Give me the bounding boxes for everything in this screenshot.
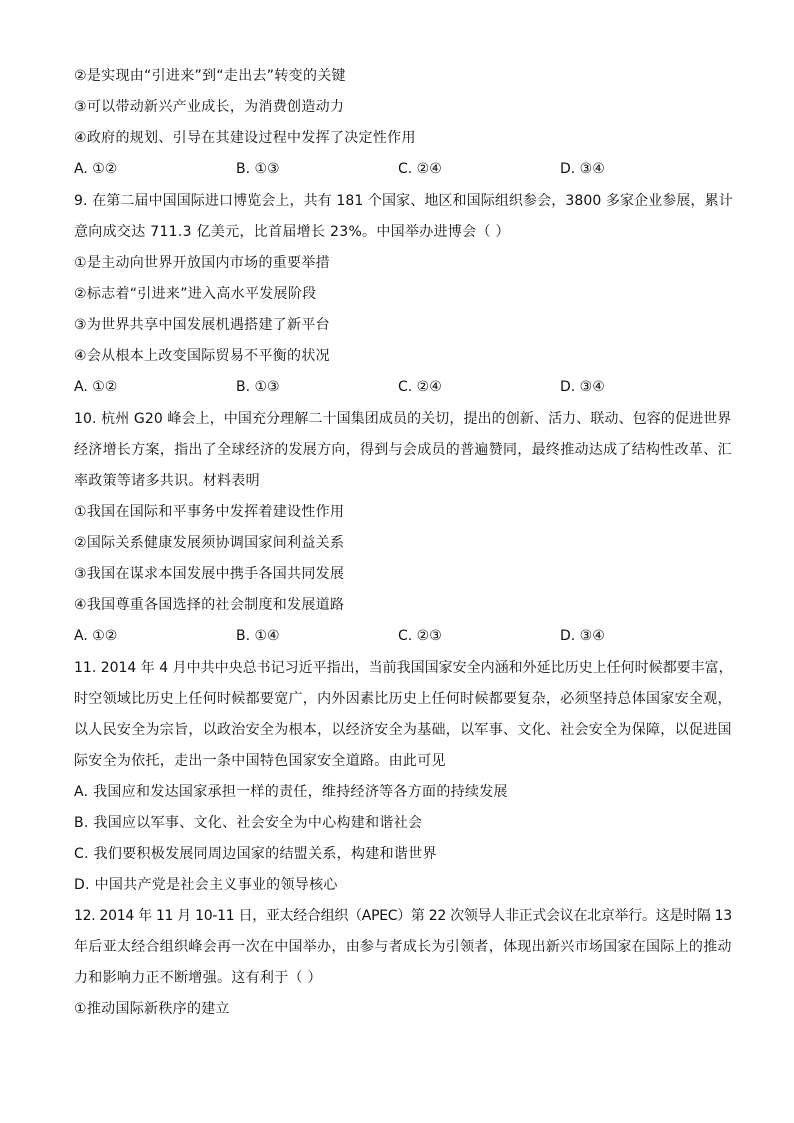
q10-stem-line-3: 率政策等诸多共识。材料表明	[74, 473, 260, 489]
q10-statement-1: ①我国在国际和平事务中发挥着建设性作用	[74, 504, 345, 520]
q11-stem-line-1: 11. 2014 年 4 月中共中央总书记习近平指出，当前我国国家安全内涵和外延比历史上任何时候都要丰富，	[74, 660, 733, 676]
q10-statement-4: ④我国尊重各国选择的社会制度和发展道路	[74, 597, 345, 613]
q11-option-d: D. 中国共产党是社会主义事业的领导核心	[74, 877, 338, 893]
q12-statement-1: ①推动国际新秩序的建立	[74, 1001, 230, 1017]
q9-option-c: C. ②④	[398, 379, 442, 395]
q11-option-b: B. 我国应以军事、文化、社会安全为中心构建和谐社会	[74, 815, 423, 831]
q8-statement-2: ②是实现由“引进来”到“走出去”转变的关键	[74, 68, 346, 84]
q12-stem-line-3: 力和影响力正不断增强。这有利于（ ）	[74, 970, 322, 986]
q8-option-d: D. ③④	[560, 161, 605, 177]
q10-stem-line-1: 10. 杭州 G20 峰会上，中国充分理解二十国集团成员的关切，提出的创新、活力、联动、包容的促进世界	[74, 411, 732, 427]
q11-stem-line-2: 时空领域比历史上任何时候都要宽广，内外因素比历史上任何时候都要复杂，必须坚持总体国家安全观，	[74, 691, 732, 707]
q10-option-a: A. ①②	[74, 628, 118, 644]
q11-stem-line-3: 以人民安全为宗旨，以政治安全为根本，以经济安全为基础，以军事、文化、社会安全为保障，以促进国	[74, 722, 732, 738]
q12-stem-line-2: 年后亚太经合组织峰会再一次在中国举办，由参与者成长为引领者，体现出新兴市场国家在国际上的推动	[74, 939, 732, 955]
q9-option-b: B. ①③	[236, 379, 280, 395]
q11-option-a: A. 我国应和发达国家承担一样的责任，维持经济等各方面的持续发展	[74, 784, 508, 800]
q9-option-a: A. ①②	[74, 379, 118, 395]
q9-statement-3: ③为世界共享中国发展机遇搭建了新平台	[74, 317, 330, 333]
q10-statement-2: ②国际关系健康发展须协调国家间利益关系	[74, 535, 345, 551]
q10-stem-line-2: 经济增长方案，指出了全球经济的发展方向，得到与会成员的普遍赞同，最终推动达成了结构性改革、汇	[74, 442, 732, 458]
q10-options	[74, 626, 734, 646]
q11-stem-line-4: 际安全为依托，走出一条中国特色国家安全道路。由此可见	[74, 753, 446, 769]
q9-stem-line-1: 9. 在第二届中国国际进口博览会上，共有 181 个国家、地区和国际组织参会，3800 多家企业参展，累计	[74, 193, 733, 209]
q9-option-d: D. ③④	[560, 379, 605, 395]
q8-statement-4: ④政府的规划、引导在其建设过程中发挥了决定性作用	[74, 130, 416, 146]
q9-statement-4: ④会从根本上改变国际贸易不平衡的状况	[74, 348, 330, 364]
q8-option-a: A. ①②	[74, 161, 118, 177]
q10-option-b: B. ①④	[236, 628, 280, 644]
q12-stem-line-1: 12. 2014 年 11 月 10-11 日，亚太经合组织（APEC）第 22 次领导人非正式会议在北京举行。这是时隔 13	[74, 908, 732, 924]
q10-option-d: D. ③④	[560, 628, 605, 644]
q8-option-b: B. ①③	[236, 161, 280, 177]
q9-statement-1: ①是主动向世界开放国内市场的重要举措	[74, 255, 330, 271]
q8-options	[74, 159, 734, 179]
q9-options	[74, 377, 734, 397]
q9-stem-line-2: 意向成交达 711.3 亿美元，比首届增长 23%。中国举办进博会（ ）	[74, 224, 510, 240]
q11-option-c: C. 我们要积极发展同周边国家的结盟关系，构建和谐世界	[74, 846, 437, 862]
q8-option-c: C. ②④	[398, 161, 442, 177]
q10-option-c: C. ②③	[398, 628, 442, 644]
q8-statement-3: ③可以带动新兴产业成长，为消费创造动力	[74, 99, 345, 115]
q10-statement-3: ③我国在谋求本国发展中携手各国共同发展	[74, 566, 345, 582]
q9-statement-2: ②标志着“引进来”进入高水平发展阶段	[74, 286, 317, 302]
